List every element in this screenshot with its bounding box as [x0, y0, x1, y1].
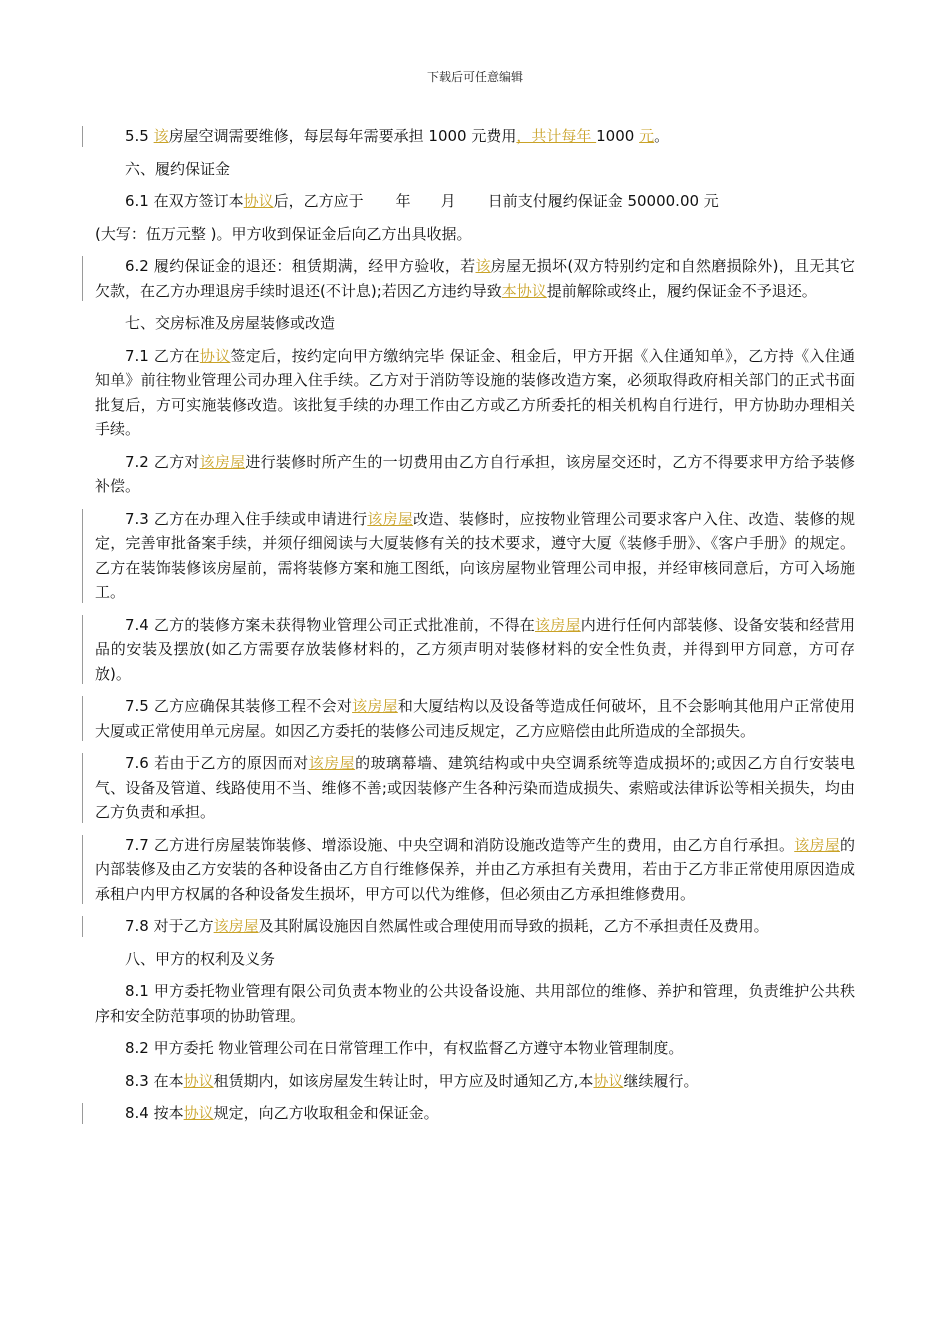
tracked-change: 该房屋: [794, 835, 840, 854]
tracked-change: 该房屋: [213, 917, 259, 935]
clause-8-3: 8.3 在本协议租赁期内，如该房屋发生转让时，甲方应及时通知乙方,本协议继续履行。: [125, 1071, 699, 1090]
clause-7-2: 7.2 乙方对该房屋进行装修时所产生的一切费用由乙方自行承担，该房屋交还时，乙方不得要求甲方给予装修补偿。: [95, 452, 855, 495]
clause-7-7: 7.7 乙方进行房屋装饰装修、增添设施、中央空调和消防设施改造等产生的费用，由乙方自行承担。该房屋的内部装修及由乙方安装的各种设备由乙方自行维修保养，并由乙方承担有关费用，若由于乙方非正常使用原因造成承租户内甲方权属的各种设备发生损坏，甲方可以代为维修，但必须由乙方承担维修费用。: [95, 833, 855, 907]
tracked-change: 协议: [199, 346, 231, 365]
tracked-change: 协议: [183, 1071, 214, 1090]
tracked-change: 该: [475, 257, 491, 275]
tracked-change: 该房屋: [535, 615, 581, 634]
tracked-change: 该房屋: [367, 509, 414, 528]
page-header: 下载后可任意编辑: [426, 70, 523, 84]
clause-8-4: 8.4 按本协议规定，向乙方收取租金和保证金。: [95, 1101, 855, 1126]
tracked-change: 该: [153, 127, 169, 145]
clause-6-1: 6.1 在双方签订本协议后，乙方应于 年 月 日前支付履约保证金 50000.00 元: [125, 192, 719, 210]
tracked-change: ，共计每年: [516, 127, 597, 145]
tracked-change: 该房屋: [308, 754, 356, 772]
tracked-change: 协议: [183, 1104, 214, 1122]
section-heading-6: 六、履约保证金: [125, 159, 231, 178]
section-heading-7: 七、交房标准及房屋装修或改造: [125, 314, 336, 332]
tracked-change: 元: [639, 127, 655, 145]
clause-7-3: 7.3 乙方在办理入住手续或申请进行该房屋改造、装修时，应按物业管理公司要求客户入住、改造、装修的规定，完善审批备案手续，并须仔细阅读与大厦装修有关的技术要求，遵守大厦《装修手册》、《客户手册》的规定。乙方在装饰装修该房屋前，需将装修方案和施工图纸，向该房屋物业管理公司申报，并经审核同意后，方可入场施工。: [95, 507, 855, 605]
clause-7-8: 7.8 对于乙方该房屋及其附属设施因自然属性或合理使用而导致的损耗，乙方不承担责任及费用。: [95, 914, 855, 939]
clause-5-5: 5.5 该房屋空调需要维修，每层每年需要承担 1000 元费用，共计每年 1000 元。: [95, 124, 855, 149]
tracked-change: 本协议: [501, 281, 547, 300]
clause-7-5: 7.5 乙方应确保其装修工程不会对该房屋和大厦结构以及设备等造成任何破坏，且不会影响其他用户正常使用大厦或正常使用单元房屋。如因乙方委托的装修公司违反规定，乙方应赔偿由此所造成的全部损失。: [95, 694, 855, 743]
tracked-change: 协议: [593, 1071, 624, 1090]
clause-7-6: 7.6 若由于乙方的原因而对该房屋的玻璃幕墙、建筑结构或中央空调系统等造成损坏的;或因乙方自行安装电气、设备及管道、线路使用不当、维修不善;或因装修产生各种污染而造成损失、索赔或法律诉讼等相关损失，均由乙方负责和承担。: [95, 751, 855, 825]
clause-8-1: 8.1 甲方委托物业管理有限公司负责本物业的公共设备设施、共用部位的维修、养护和管理，负责维护公共秩序和安全防范事项的协助管理。: [95, 982, 855, 1025]
tracked-change: 该房屋: [352, 697, 398, 715]
tracked-change: 协议: [243, 192, 274, 210]
clause-6-1-amount: (大写：伍万元整 )。甲方收到保证金后向乙方出具收据。: [95, 224, 472, 243]
clause-6-2: 6.2 履约保证金的退还：租赁期满，经甲方验收，若该房屋无损坏(双方特别约定和自然磨损除外)，且无其它欠款，在乙方办理退房手续时退还(不计息);若因乙方违约导致本协议提前解除或终止，履约保证金不予退还。: [95, 254, 855, 303]
clause-8-2: 8.2 甲方委托 物业管理公司在日常管理工作中，有权监督乙方遵守本物业管理制度。: [125, 1039, 684, 1057]
clause-7-4: 7.4 乙方的装修方案未获得物业管理公司正式批准前，不得在该房屋内进行任何内部装修、设备安装和经营用品的安装及摆放(如乙方需要存放装修材料的，乙方须声明对装修材料的安全性负责，并得到甲方同意，方可存放)。: [95, 613, 855, 687]
document-body: [95, 124, 855, 1126]
clause-7-1: 7.1 乙方在协议签定后，按约定向甲方缴纳完毕 保证金、租金后，甲方开据《入住通知单》，乙方持《入住通知单》前往物业管理公司办理入住手续。乙方对于消防等设施的装修改造方案，必须取得政府相关部门的正式书面批复后，方可实施装修改造。该批复手续的办理工作由乙方或乙方所委托的相关机构自行进行，甲方协助办理相关手续。: [95, 346, 855, 438]
tracked-change: 该房屋: [199, 452, 246, 471]
section-heading-8: 八、甲方的权利及义务: [125, 949, 276, 968]
